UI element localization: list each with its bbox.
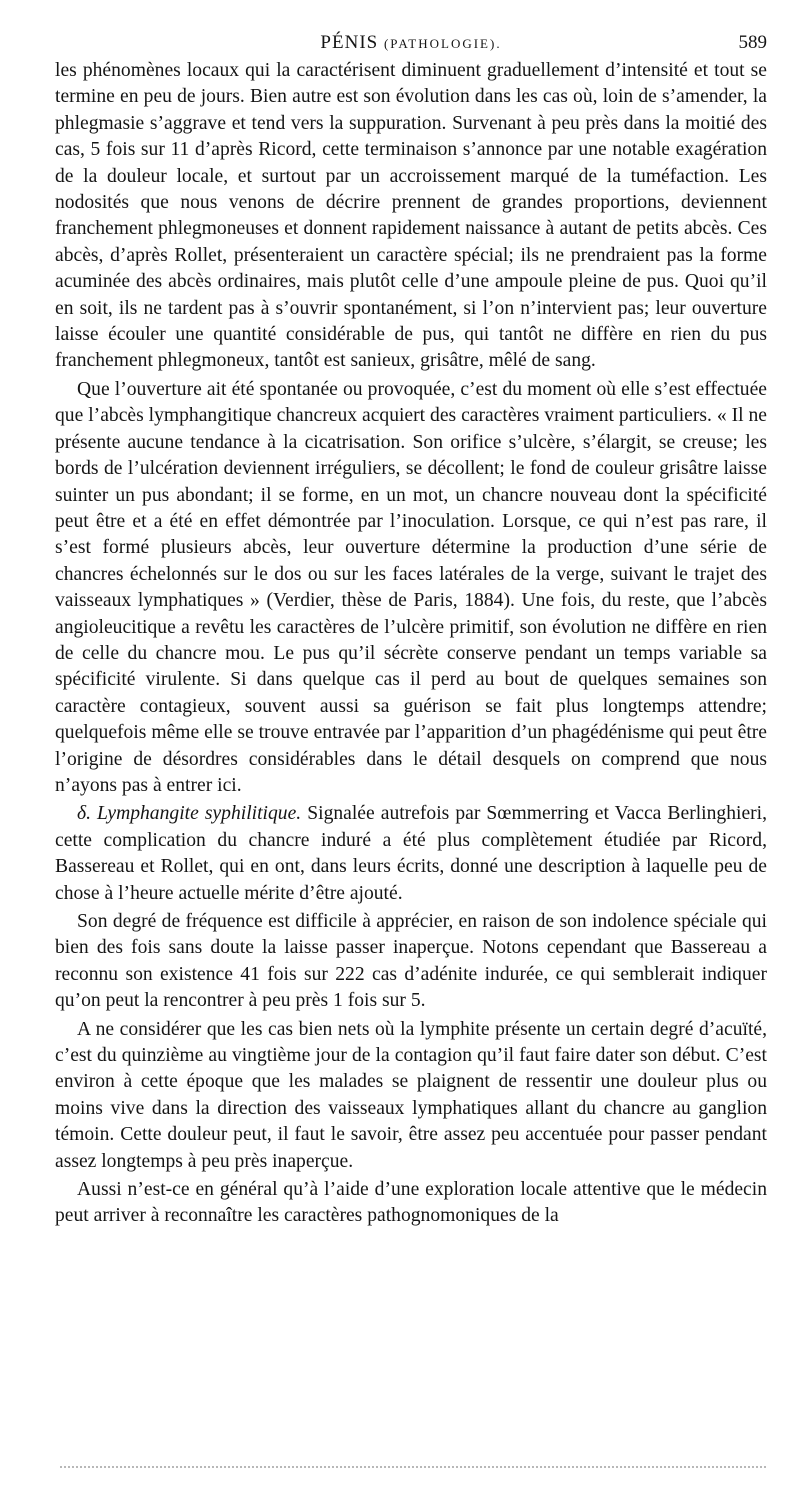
paragraph [55, 1017, 767, 1175]
paragraph [55, 801, 767, 907]
paragraph-text: Son degré de fréquence est difficile à apprécier, en raison de son indolence spéciale qui bien des fois sans doute la laisse passer inaperçue. Notons cependant que Bassereau a reconnu son existence 41 fois sur 222 cas d’adénite indurée, ce qui semblerait indiquer qu’on peut la rencontrer à peu près 1 fois sur 5. [55, 911, 767, 1012]
page-number: 589 [738, 32, 767, 53]
running-header [55, 22, 767, 58]
paragraph-text: Signalée autrefois par Sœmmerring et Vacca Berlinghieri, cette complication du chancre induré a été plus complètement étudiée par Ricord, Bassereau et Rollet, qui en ont, dans leurs écrits, donné une description à laquelle peu de chose à l’heure actuelle mérite d’être ajouté. [55, 803, 768, 904]
paragraph-text: Aussi n’est-ce en général qu’à l’aide d’une exploration locale attentive que le médecin peut arriver à reconnaître les caractères pathognomoniques de la [55, 1179, 767, 1227]
section-heading-italic: δ. Lymphangite syphilitique. [77, 803, 302, 825]
running-title [55, 32, 767, 54]
paragraph-text: Que l’ouverture ait été spontanée ou provoquée, c’est du moment où elle s’est effectuée que l’abcès lymphangitique chancreux acquiert des caractères vraiment particuliers. « Il ne présente aucune tendance à la cicatrisation. Son orifice s’ulcère, s’élargit, se creuse; les bords de l’ulcération deviennent irréguliers, se décollent; le fond de couleur grisâtre laisse suinter un pus abondant; il se forme, en un mot, un chancre nouveau dont la spécificité peut être et a été en effet démontrée par l’inoculation. Lorsque, ce qui n’est pas rare, il s’est formé plusieurs abcès, leur ouverture détermine la production d’une série de chancres échelonnés sur le dos ou sur les faces latérales de la verge, suivant le trajet des vaisseaux lymphatiques » (Verdier, thèse de Paris, 1884). Une fois, du reste, que l’abcès angioleucitique a revêtu les caractères de l’ulcère primitif, son évolution ne diffère en rien de celle du chancre mou. Le pus qu’il sécrète conserve pendant un temps variable sa spécificité virulente. Si dans quelque cas il perd au bout de quelques semaines son caractère contagieux, souvent aussi sa guérison se fait plus longtemps attendre; quelquefois même elle se trouve entravée par l’apparition d’un phagédénisme qui peut être l’origine de désordres considérables dans le détail desquels on comprend que nous n’ayons pas à entrer ici. [55, 378, 767, 796]
paragraph [55, 58, 767, 375]
paragraph [55, 377, 767, 800]
paragraph-text: A ne considérer que les cas bien nets où la lymphite présente un certain degré d’acuïté, c’est du quinzième au vingtième jour de la contagion qu’il faut faire dater son début. C’est environ à cette époque que les malades se plaignent de ressentir une douleur plus ou moins vive dans la direction des vaisseaux lymphatiques allant du chancre au ganglion témoin. Cette douleur peut, il faut le savoir, être assez peu accentuée pour passer pendant assez longtemps à peu près inaperçue. [55, 1018, 767, 1172]
page [55, 22, 767, 1230]
running-title-sub: (PATHOLOGIE). [383, 36, 502, 51]
footer-dotted-rule [60, 1466, 766, 1468]
paragraph-text: les phénomènes locaux qui la caractérisent diminuent graduellement d’intensité et tout se termine en peu de jours. Bien autre est son évolution dans les cas où, loin de s’amender, la phlegmasie s’aggrave et tend vers la suppuration. Survenant à peu près dans la moitié des cas, 5 fois sur 11 d’après Ricord, cette terminaison s’annonce par une notable exagération de la douleur locale, et surtout par un accroissement marqué de la tuméfaction. Les nodosités que nous venons de décrire prennent de grandes proportions, deviennent franchement phlegmoneuses et donnent rapidement naissance à autant de petits abcès. Ces abcès, d’après Rollet, présenteraient un caractère spécial; ils ne prendraient pas la forme acuminée des abcès ordinaires, mais plutôt celle d’une ampoule pleine de pus. Quoi qu’il en soit, ils ne tardent pas à s’ouvrir spontanément, si l’on n’intervient pas; leur ouverture laisse écouler une quantité considérable de pus, qui tantôt ne diffère en rien du pus franchement phlegmoneux, tantôt est sanieux, grisâtre, mêlé de sang. [55, 60, 767, 372]
paragraph [55, 1177, 767, 1230]
running-title-main: PÉNIS [320, 32, 379, 53]
body-text [55, 58, 767, 1230]
paragraph [55, 909, 767, 1015]
